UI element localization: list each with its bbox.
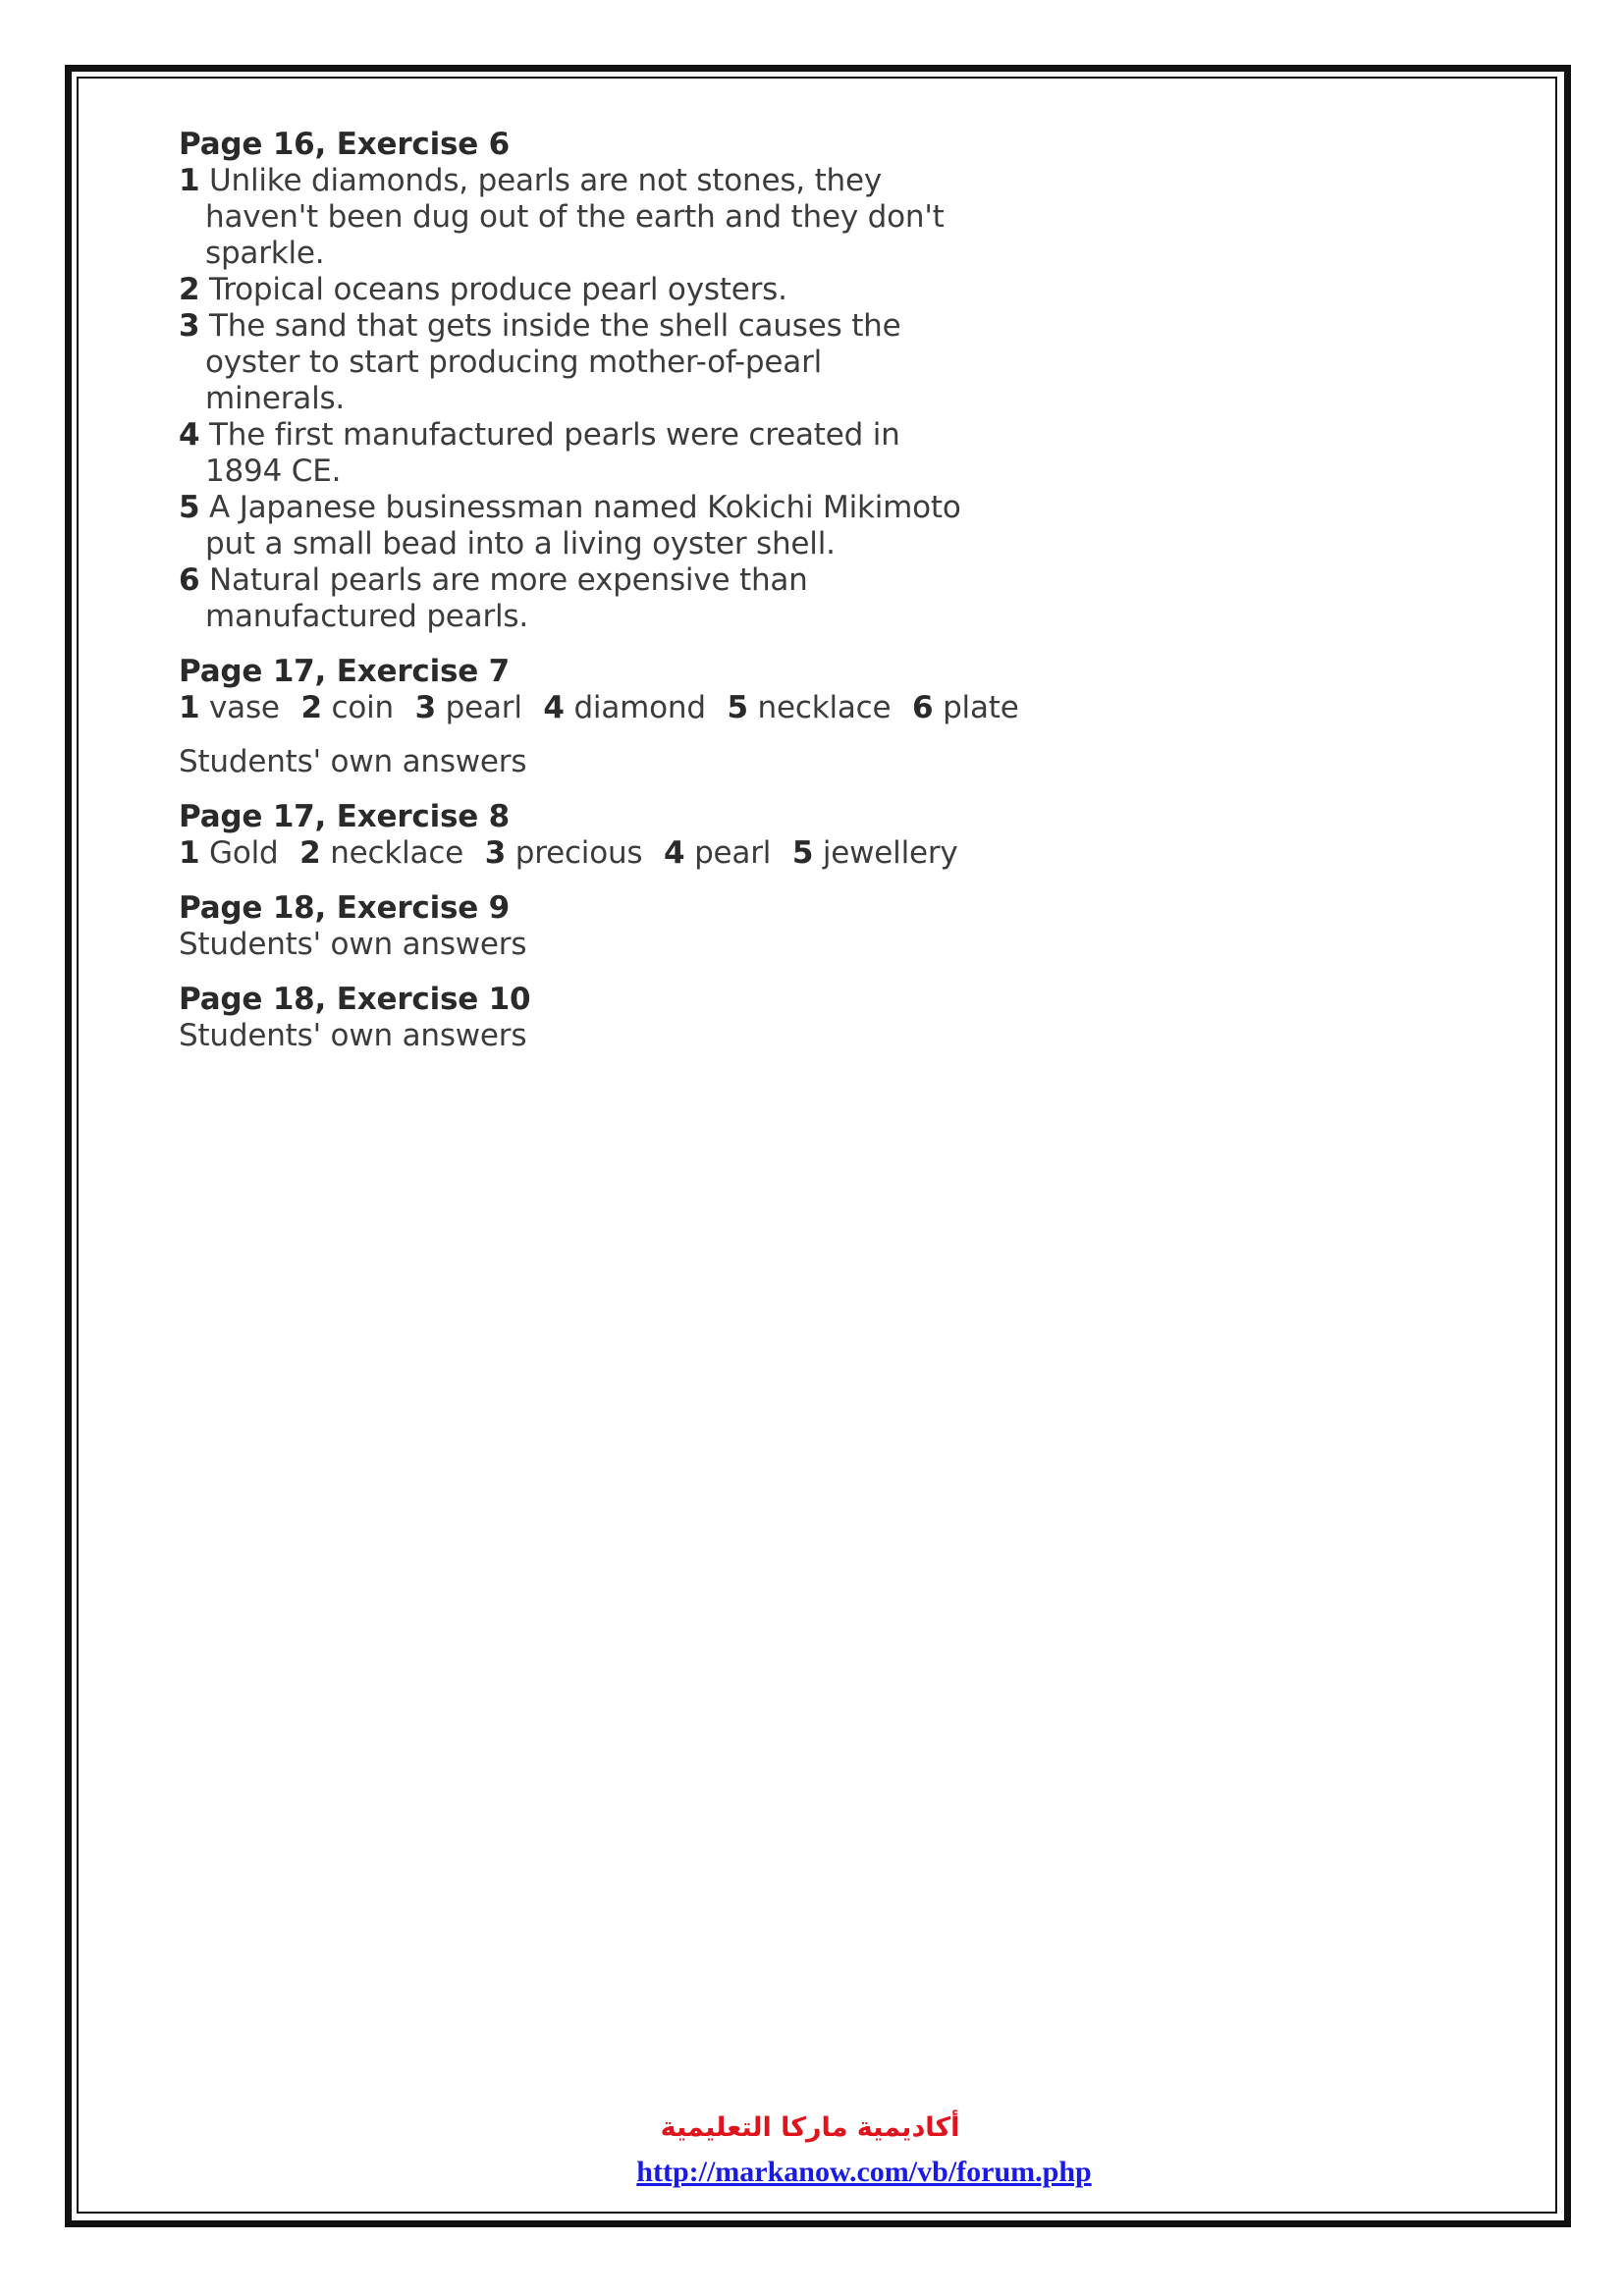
item-number: 6 — [912, 690, 934, 725]
item-text: The first manufactured pearls were created in 1894 CE. — [205, 417, 900, 489]
answer-pair — [485, 835, 643, 871]
item-text: jewellery — [822, 835, 958, 871]
item-number: 3 — [179, 308, 200, 344]
list-item — [179, 417, 964, 490]
answer-pair — [728, 690, 892, 725]
answer-pair — [300, 690, 394, 725]
list-item — [179, 272, 964, 308]
item-text: pearl — [694, 835, 772, 871]
item-text: Tropical oceans produce pearl oysters. — [209, 272, 787, 307]
section-heading: Page 18, Exercise 10 — [179, 982, 531, 1017]
footer-forum-link[interactable]: http://markanow.com/vb/forum.php — [636, 2156, 1092, 2188]
list-item — [179, 163, 964, 272]
item-number: 1 — [179, 163, 200, 198]
item-text: necklace — [757, 690, 892, 725]
section-heading: Page 17, Exercise 7 — [179, 654, 511, 689]
item-number: 2 — [299, 835, 321, 871]
item-text: Natural pearls are more expensive than manufactured pearls. — [205, 562, 808, 634]
note-text: Students' own answers — [179, 927, 527, 962]
section-exercise-8 — [179, 798, 964, 872]
list-item — [179, 490, 964, 562]
item-number: 5 — [179, 490, 200, 525]
item-number: 5 — [791, 835, 814, 871]
item-text: Unlike diamonds, pearls are not stones, they haven't been dug out of the earth and they don't sparkle. — [205, 163, 945, 271]
item-number: 2 — [300, 690, 322, 725]
note-text: Students' own answers — [179, 744, 527, 779]
section-heading: Page 18, Exercise 9 — [179, 890, 511, 926]
section-exercise-7 — [179, 653, 1019, 780]
item-text: Gold — [209, 835, 279, 871]
item-number: 1 — [179, 835, 200, 871]
answer-pair — [415, 690, 522, 725]
item-number: 4 — [664, 835, 685, 871]
item-number: 5 — [727, 690, 748, 725]
answer-row — [179, 690, 1019, 726]
item-number: 4 — [543, 690, 565, 725]
item-text: coin — [331, 690, 394, 725]
section-exercise-10 — [179, 981, 964, 1054]
item-text: plate — [943, 690, 1019, 725]
list-item — [179, 562, 964, 635]
item-number: 4 — [179, 417, 200, 453]
item-text: The sand that gets inside the shell causes the oyster to start producing mother-of-pearl minerals. — [205, 308, 901, 416]
answer-pair — [179, 690, 280, 725]
item-text: A Japanese businessman named Kokichi Mikimoto put a small bead into a living oyster shell. — [205, 490, 961, 561]
answer-pair — [543, 690, 705, 725]
section-exercise-6 — [179, 126, 964, 635]
answer-pair — [299, 835, 463, 871]
section-heading: Page 16, Exercise 6 — [179, 127, 511, 162]
footer-arabic-title: أكاديمية ماركا التعليمية — [660, 2112, 960, 2143]
item-text: precious — [514, 835, 643, 871]
item-text: pearl — [445, 690, 522, 725]
item-number: 2 — [179, 272, 200, 307]
item-number: 1 — [179, 690, 200, 725]
answer-row — [179, 835, 964, 872]
item-number: 3 — [414, 690, 436, 725]
item-number: 6 — [179, 562, 200, 598]
item-text: vase — [209, 690, 280, 725]
item-text: diamond — [573, 690, 706, 725]
note-text: Students' own answers — [179, 1018, 527, 1053]
answer-pair — [792, 835, 958, 871]
answer-pair — [664, 835, 771, 871]
section-exercise-9 — [179, 889, 964, 963]
answer-key-content — [179, 126, 1019, 1072]
section-heading: Page 17, Exercise 8 — [179, 799, 511, 834]
item-text: necklace — [330, 835, 464, 871]
answer-pair — [179, 835, 279, 871]
item-number: 3 — [484, 835, 507, 871]
list-item — [179, 308, 964, 417]
answer-pair — [912, 690, 1019, 725]
